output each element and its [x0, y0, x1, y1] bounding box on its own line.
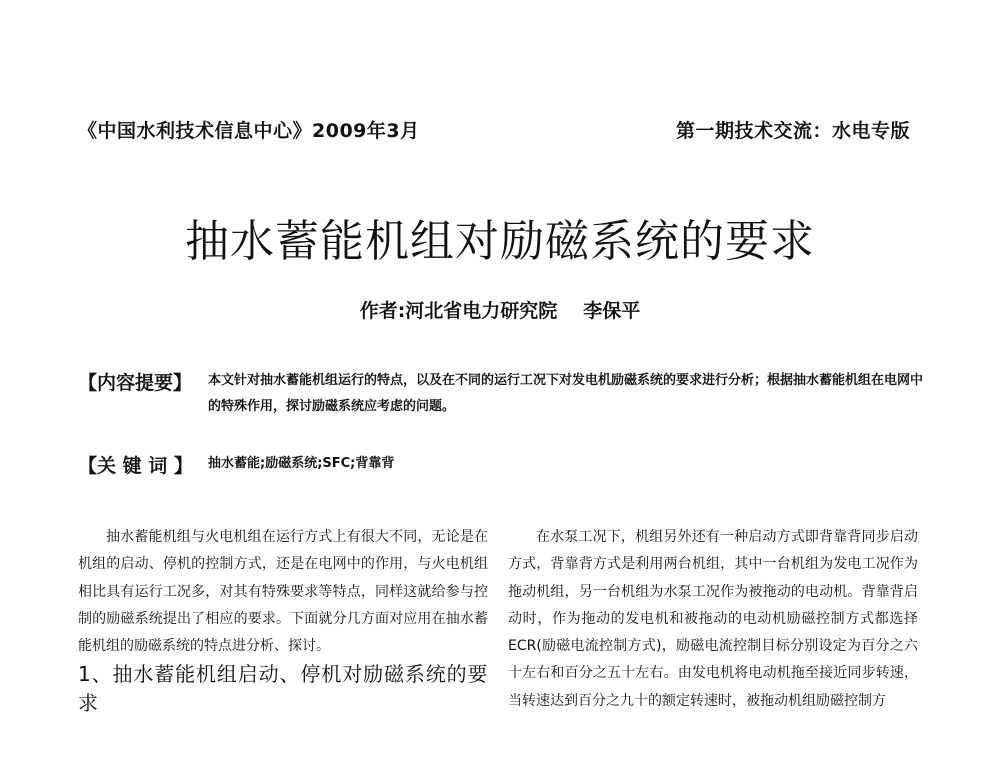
issue-header: 第一期技术交流：水电专版: [675, 120, 910, 142]
abstract-label: 【内容提要】: [78, 372, 193, 394]
abstract-section: [78, 368, 924, 420]
author-name: 李保平: [583, 300, 641, 322]
intro-paragraph: 抽水蓄能机组与火电机组在运行方式上有很大不同，无论是在机组的启动、停机的控制方式，还是在电网中的作用，与火电机组相比具有运行工况多，对其有特殊要求等特点，同样这就给参与控制的励磁系统提出了相应的要求。下面就分几方面对应用在抽水蓄能机组的励磁系统的特点进分析、探讨。: [78, 529, 488, 655]
author-affiliation: 作者:河北省电力研究院: [359, 300, 558, 322]
paper-title: 抽水蓄能机组对励磁系统的要求: [185, 216, 815, 267]
keywords-label: 【关 键 词 】: [78, 455, 193, 477]
journal-header: 《中国水利技术信息中心》2009年3月: [78, 120, 420, 142]
body-column-left: [78, 524, 488, 718]
author-line: [0, 296, 1000, 323]
abstract-text: 本文针对抽水蓄能机组运行的特点，以及在不同的运行工况下对发电机励磁系统的要求进行分析；根据抽水蓄能机组在电网中的特殊作用，探讨励磁系统应考虑的问题。: [208, 373, 924, 414]
keywords-text: 抽水蓄能;励磁系统;SFC;背靠背: [208, 456, 395, 471]
section-heading: 1、抽水蓄能机组启动、停机对励磁系统的要求: [78, 662, 488, 716]
keywords-section: [78, 451, 924, 478]
right-paragraph: 在水泵工况下，机组另外还有一种启动方式即背靠背同步启动方式，背靠背方式是利用两台机组，其中一台机组为发电工况作为拖动机组，另一台机组为水泵工况作为被拖动的电动机。背靠背启动时，作为拖动的发电机和被拖动的电动机励磁控制方式都选择ECR(励磁电流控制方式)，励磁电流控制目标分别设定为百分之六十左右和百分之五十左右。由发电机将电动机拖至接近同步转速，当转速达到百分之九十的额定转速时，被拖动机组励磁控制方: [508, 529, 918, 709]
body-column-right: [508, 524, 918, 715]
